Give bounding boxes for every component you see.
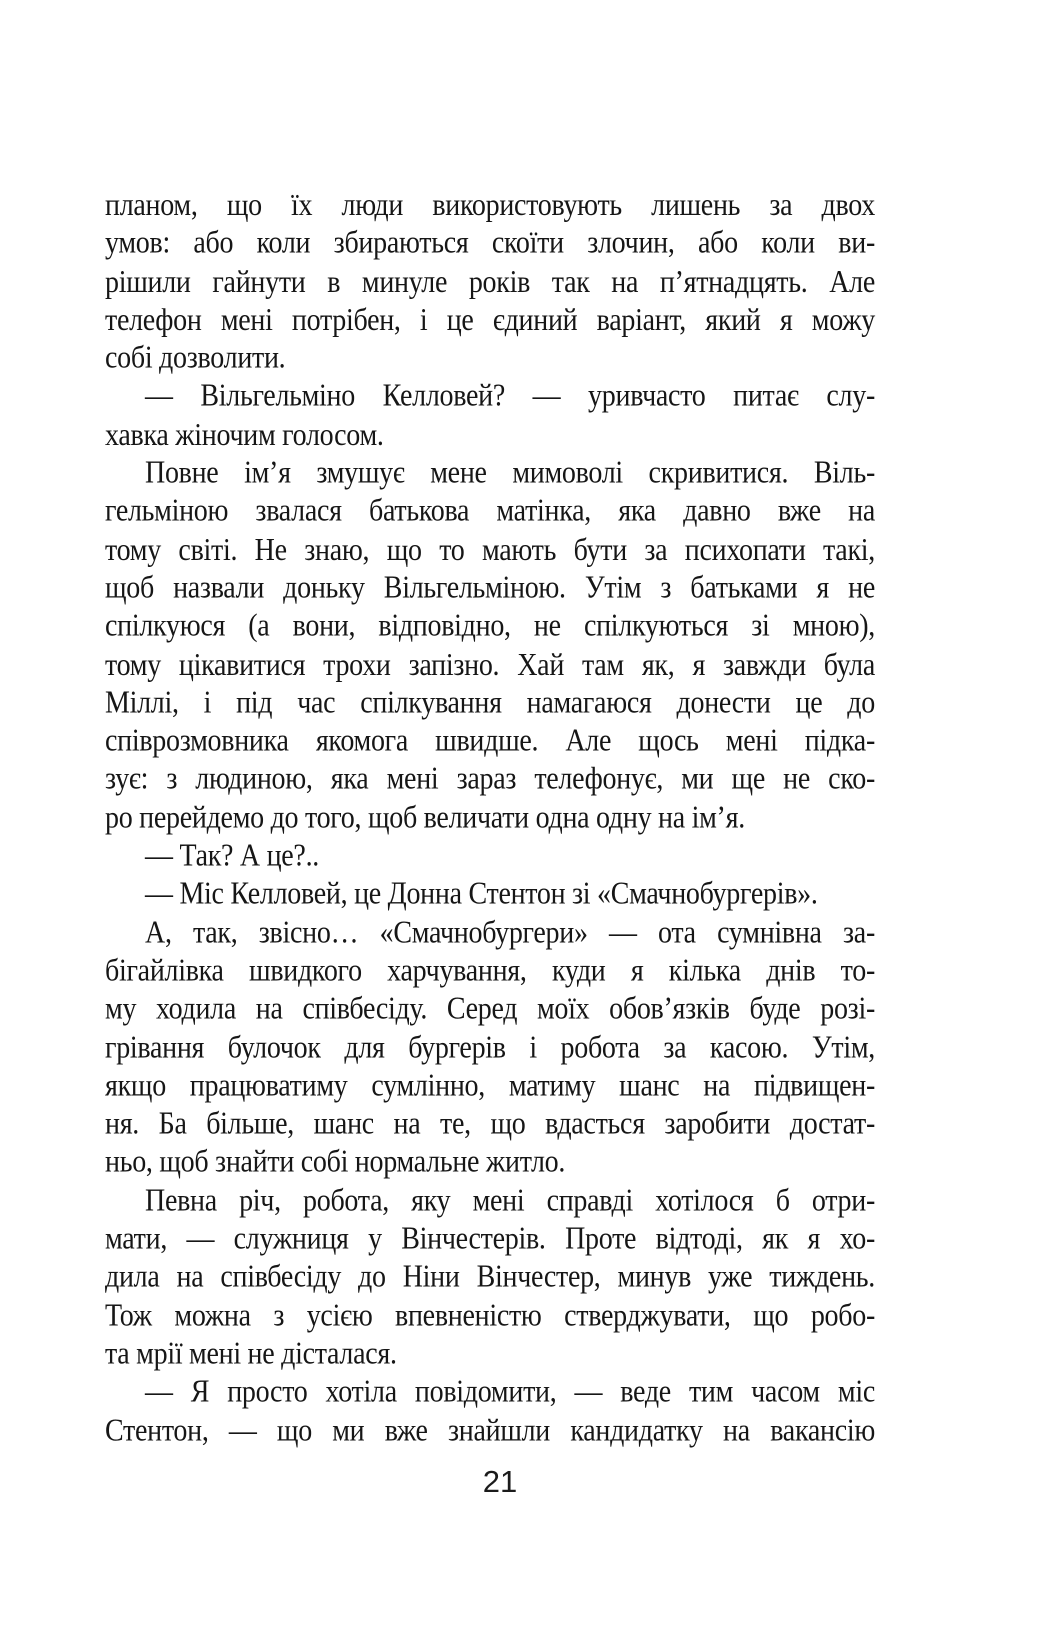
paragraph (105, 454, 875, 837)
text-line: ня. Ба більше, шанс на те, що вдасться заробити достат- (105, 1106, 875, 1142)
text-line: Тож можна з усією впевненістю стверджувати, що робо- (105, 1297, 875, 1334)
paragraph (105, 914, 875, 1182)
text-line: умов: або коли збираються скоїти злочин, або коли ви- (105, 225, 875, 262)
text-line: — Міс Келловей, це Донна Стентон зі «Смачнобургерів». (145, 876, 818, 913)
text-line: дила на співбесіду до Ніни Вінчестер, минув уже тиждень. (105, 1259, 875, 1295)
paragraph (105, 837, 875, 875)
paragraph (105, 377, 875, 454)
text-line: мати, — служниця у Вінчестерів. Проте відтоді, як я хо- (105, 1221, 875, 1257)
text-line: телефон мені потрібен, і це єдиний варіант, який я можу (105, 302, 875, 338)
text-line: собі дозволити. (105, 340, 286, 376)
text-line: щоб назвали доньку Вільгельміною. Утім з батьками я не (105, 570, 875, 606)
paragraph (105, 875, 875, 913)
paragraph (105, 1182, 875, 1373)
text-line: зує: з людиною, яка мені зараз телефонує, ми ще не ско- (105, 761, 875, 798)
text-line: — Я просто хотіла повідомити, — веде тим часом міс (145, 1374, 875, 1410)
text-line: тому цікавитися трохи запізно. Хай там як, я завжди була (105, 646, 875, 683)
text-line: — Вільгельміно Келловей? — уривчасто питає слу- (145, 378, 875, 415)
text-line: якщо працюватиму сумлінно, матиму шанс на підвищен- (105, 1067, 875, 1104)
text-block (105, 186, 875, 1450)
paragraph (105, 186, 875, 377)
text-line: спілкуюся (а вони, відповідно, не спілкуються зі мною), (105, 608, 875, 645)
text-line: планом, що їх люди використовують лишень за двох (105, 187, 875, 223)
text-line: ро перейдемо до того, щоб величати одна одну на ім’я. (105, 799, 745, 836)
text-line: співрозмовника якомога швидше. Але щось мені підка- (105, 723, 875, 759)
text-line: хавка жіночим голосом. (105, 416, 384, 453)
text-line: гельміною звалася батькова матінка, яка давно вже на (105, 493, 875, 530)
text-line: та мрії мені не дісталася. (105, 1335, 397, 1372)
page-number: 21 (482, 1464, 518, 1499)
text-line: бігайлівка швидкого харчування, куди я кілька днів то- (105, 952, 875, 989)
text-line: му ходила на співбесіду. Серед моїх обов’язків буде розі- (105, 991, 875, 1027)
paragraph (105, 1373, 875, 1450)
text-line: Стентон, — що ми вже знайшли кандидатку на вакансію (105, 1412, 875, 1449)
text-line: Певна річ, робота, яку мені справді хотілося б отри- (145, 1182, 875, 1219)
text-line: грівання булочок для бургерів і робота за касою. Утім, (105, 1029, 875, 1066)
text-line: рішили гайнути в минуле років так на п’ятнадцять. Але (105, 263, 875, 300)
text-line: Повне ім’я змушує мене мимоволі скривитися. Віль- (145, 455, 875, 491)
text-line: А, так, звісно… «Смачнобургери» — ота сумнівна за- (145, 914, 875, 951)
text-line: Міллі, і під час спілкування намагаюся донести це до (105, 684, 875, 721)
text-line: — Так? А це?.. (145, 838, 320, 874)
text-line: ньо, щоб знайти собі нормальне житло. (105, 1144, 566, 1181)
text-line: тому світі. Не знаю, що то мають бути за психопати такі, (105, 531, 875, 568)
